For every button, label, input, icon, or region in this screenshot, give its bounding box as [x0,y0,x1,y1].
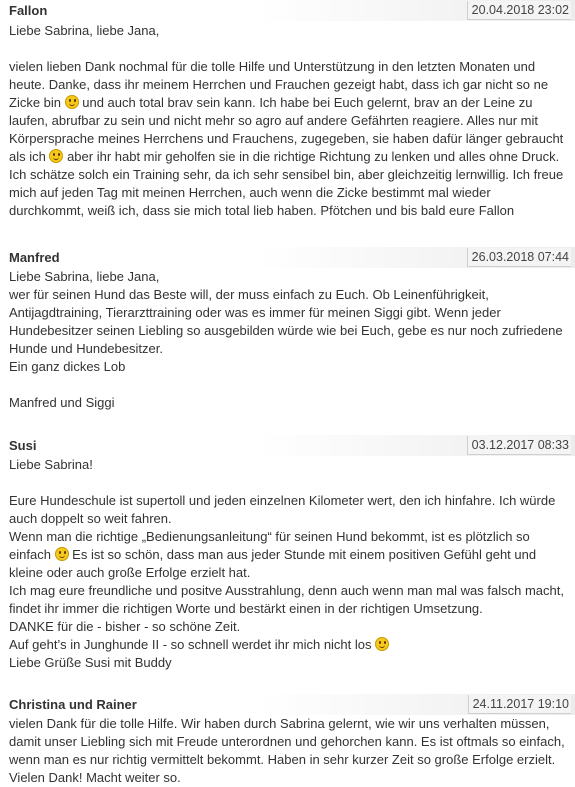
entry-author: Susi [9,438,37,453]
entry-paragraph: Ich mag eure freundliche und positve Ausstrahlung, denn auch wenn man mal was falsch macht, findet ihr immer die richtigen Worte und bestärkt einen in der richtigen Umsetzung. [9,583,564,616]
entry-header [0,0,575,21]
smiley-emoji-icon [49,149,63,163]
entry-date: 26.03.2018 07:44 [467,248,571,267]
entry-date: 03.12.2017 08:33 [467,436,571,455]
entry-paragraph: Eure Hundeschule ist supertoll und jeden einzelnen Kilometer wert, den ich hinfahre. Ich würde auch doppelt so weit fahren. [9,493,556,526]
entry-greeting: Liebe Sabrina! [9,457,93,472]
guestbook-entry [0,0,575,220]
entry-body [0,21,575,220]
guestbook-entry [0,694,575,787]
entry-paragraph: wer für seinen Hund das Beste will, der muss einfach zu Euch. Ob Leinenführigkeit, Antijagdtraining, Tierarzttraining oder was es immer für meinen Siggi gibt. Wenn jeder Hundebesitzer seinen Liebling so ausgebilden würde wie bei Euch, gebe es nur noch zufriedene Hunde und Hundebesitzer. [9,287,563,356]
entry-date: 20.04.2018 23:02 [467,1,571,20]
entry-author: Fallon [9,3,48,18]
entry-date: 24.11.2017 19:10 [468,695,571,714]
entry-header [0,247,575,268]
entry-paragraph: vielen lieben Dank nochmal für die tolle Hilfe und Unterstützung in den letzten Monaten und heute. Danke, dass ihr meinem Herrchen und Frauchen gezeigt habt, dass ich gar nicht so ne Zicke bin und auch total brav sein kann. Ich habe bei Euch gelernt, brav an der Leine zu laufen, abrufbar zu sein und nicht mehr so agro auf andere Gefährten reagiere. Alles nur mit Körpersprache meines Herrchens und Frauchens, zugegeben, sie haben dafür länger gebraucht als ich aber ihr habt mir geholfen sie in die richtige Richtung zu lenken und alles ohne Druck. Ich schätze solch ein Training sehr, da ich sehr sensibel bin, aber gleichzeitig lernwillig. Ich freue mich auf jeden Tag mit meinen Herrchen, auch wenn die Zicke bestimmt mal wieder durchkommt, weiß ich, dass sie mich total lieb haben. Pfötchen und bis bald eure Fallon [9,59,564,218]
smiley-emoji-icon [65,95,79,109]
entry-paragraph: vielen Dank für die tolle Hilfe. Wir haben durch Sabrina gelernt, wie wir uns verhalten müssen, damit unser Liebling sich mit Freude unterordnen und gehorchen kann. Es ist oftmals so einfach, wenn man es nur richtig vermittelt bekommt. Haben in sehr kurzer Zeit so große Erfolge erzielt. [9,716,565,767]
entry-header [0,694,575,715]
entry-signature: Manfred und Siggi [9,395,115,410]
entry-greeting: Liebe Sabrina, liebe Jana, [9,23,160,38]
smiley-emoji-icon [375,637,389,651]
entry-paragraph: Wenn man die richtige „Bedienungsanleitung“ für seinen Hund bekommt, ist es plötzlich so einfach Es ist so schön, dass man aus jeder Stunde mit einem positiven Gefühl geht und kleine oder auch große Erfolge erzielt hat. [9,529,537,580]
entry-paragraph: Ein ganz dickes Lob [9,359,126,374]
entry-paragraph: Auf geht’s in Junghunde II - so schnell werdet ihr mich nicht los [9,636,567,654]
entry-author: Manfred [9,250,60,265]
entry-body [0,268,575,412]
entry-signature: Liebe Grüße Susi mit Buddy [9,655,172,670]
guestbook-entry [0,247,575,412]
entry-header [0,435,575,456]
entry-greeting: Liebe Sabrina, liebe Jana, [9,269,160,284]
guestbook-entry [0,435,575,672]
smiley-emoji-icon [55,547,69,561]
entry-body [0,715,575,787]
entry-paragraph: Vielen Dank! Macht weiter so. [9,770,181,785]
entry-paragraph: DANKE für die - bisher - so schöne Zeit. [9,619,241,634]
entry-author: Christina und Rainer [9,697,137,712]
entry-body [0,456,575,672]
